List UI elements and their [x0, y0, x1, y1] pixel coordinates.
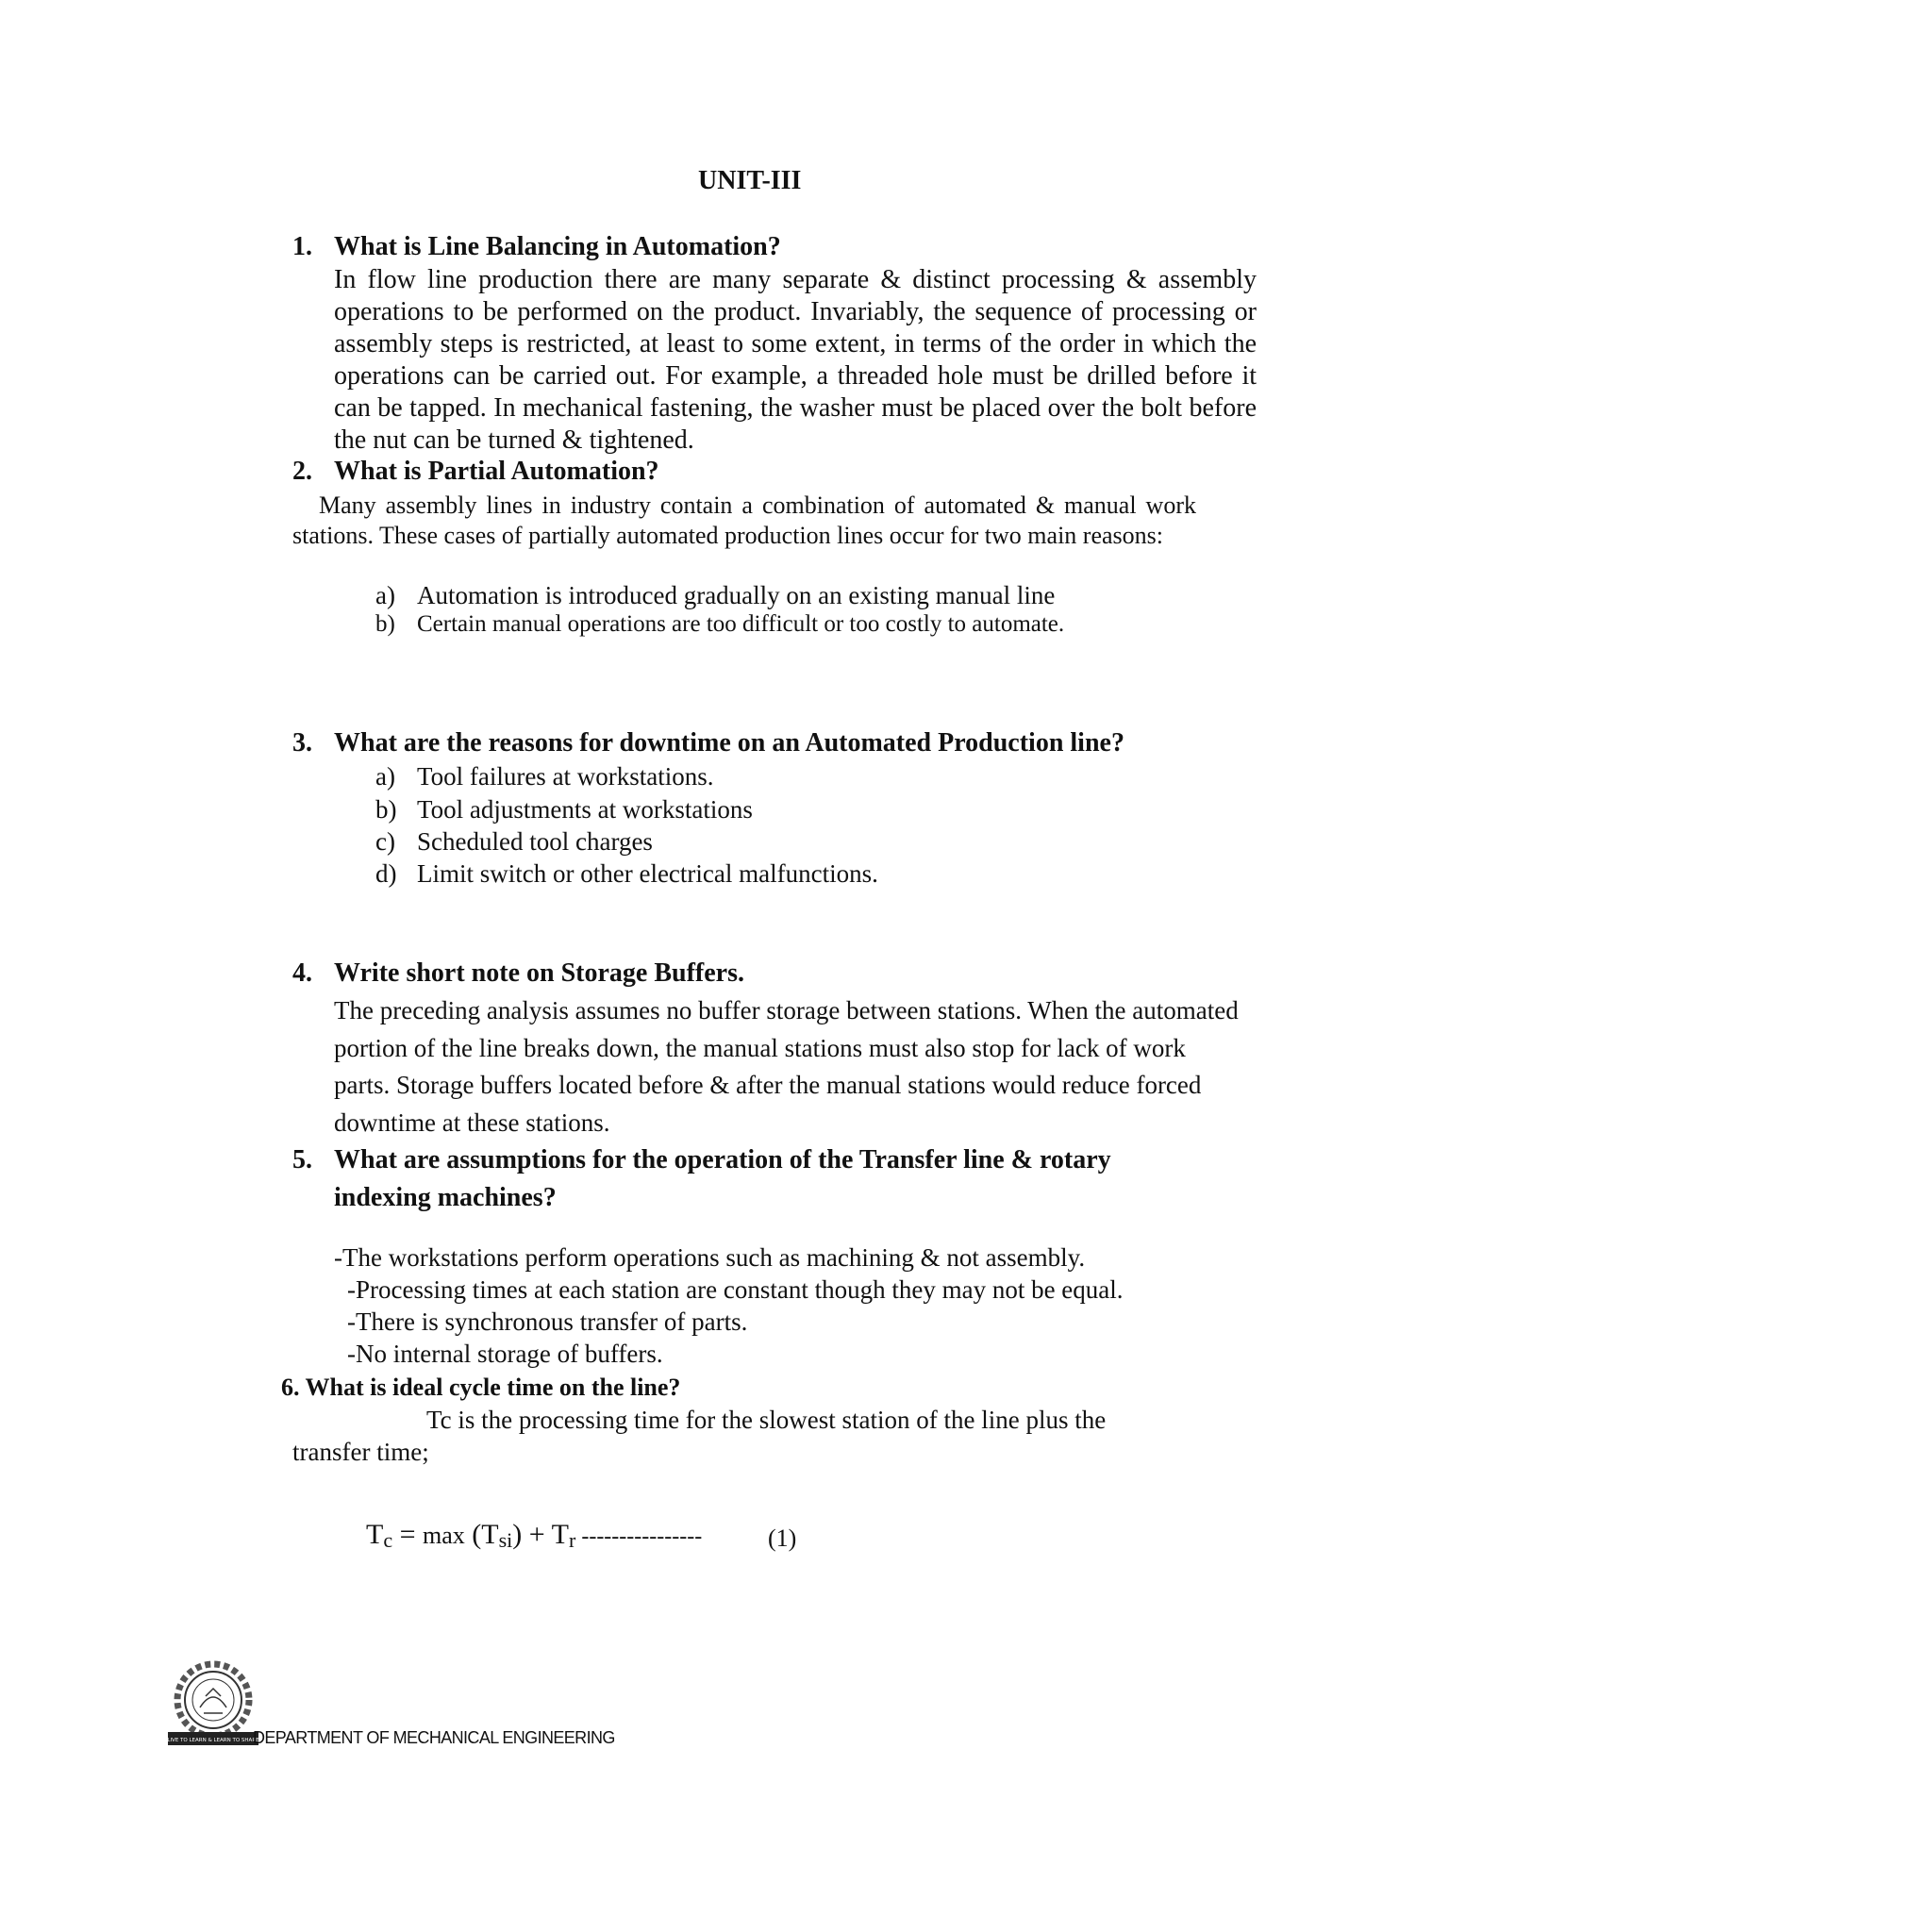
answer-6-line1: Tc is the processing time for the slowest station of the line plus the: [426, 1406, 1107, 1434]
formula-term: (T: [464, 1519, 499, 1550]
list-item: -Processing times at each station are constant though they may not be equal.: [347, 1275, 1124, 1304]
list-text: Limit switch or other electrical malfunctions.: [417, 859, 878, 888]
question-number: 2.: [292, 457, 312, 486]
question-text: What is Partial Automation?: [334, 457, 659, 486]
answer-1-paragraph: In flow line production there are many separate & distinct processing & assembly operations to be performed on the product. Invariably, the sequence of processing or assembly steps is restricted, at least to some extent, in terms of the order in which the operations can be carried out. For example, a threaded hole must be drilled before it can be tapped. In mechanical fastening, the washer must be placed over the bolt before the nut can be turned & tightened.: [334, 265, 1257, 455]
list-marker: a): [375, 762, 395, 791]
question-text: What are the reasons for downtime on an Automated Production line?: [334, 728, 1124, 758]
list-marker: b): [375, 795, 397, 824]
question-6-heading: 6. What is ideal cycle time on the line?: [281, 1374, 681, 1401]
question-5-heading-line2: indexing machines?: [334, 1183, 557, 1212]
department-footer: DEPARTMENT OF MECHANICAL ENGINEERING: [253, 1728, 615, 1747]
list-marker: b): [375, 611, 395, 637]
list-text: Tool failures at workstations.: [417, 762, 714, 791]
list-text: Tool adjustments at workstations: [417, 795, 753, 824]
list-text: Scheduled tool charges: [417, 827, 653, 856]
formula-dashes: ----------------: [575, 1524, 703, 1549]
formula-subscript: si: [498, 1528, 513, 1552]
list-item: -There is synchronous transfer of parts.: [347, 1307, 748, 1336]
list-marker: c): [375, 827, 395, 856]
list-item: -The workstations perform operations such as machining & not assembly.: [334, 1243, 1086, 1272]
question-number: 5.: [292, 1145, 312, 1174]
list-text: Certain manual operations are too difficult or too costly to automate.: [417, 611, 1065, 637]
formula-term: ) + T: [512, 1519, 569, 1550]
cycle-time-formula: [366, 1519, 702, 1553]
formula-max: max: [423, 1522, 465, 1549]
formula-subscript: r: [569, 1528, 576, 1552]
question-text: What are assumptions for the operation of the Transfer line & rotary: [334, 1145, 1111, 1174]
answer-4-paragraph: The preceding analysis assumes no buffer storage between stations. When the automated portion of the line breaks down, the manual stations must also stop for lack of work parts. Storage buffers located before & after the manual stations would reduce forced downtime at these stations.: [334, 996, 1239, 1137]
question-number: 3.: [292, 728, 312, 758]
formula-symbol: T: [366, 1519, 384, 1550]
svg-text:LIVE TO LEARN & LEARN TO SHARE: LIVE TO LEARN & LEARN TO SHARE: [168, 1738, 258, 1743]
answer-2-paragraph: Many assembly lines in industry contain a combination of automated & manual work stations. These cases of partially automated production lines occur for two main reasons:: [292, 491, 1196, 549]
answer-6-line2: transfer time;: [292, 1438, 429, 1466]
formula-operator: =: [392, 1519, 424, 1550]
question-number: 1.: [292, 232, 312, 261]
college-logo-icon: [168, 1658, 258, 1753]
unit-title: UNIT-III: [698, 166, 802, 195]
list-marker: a): [375, 581, 395, 609]
question-number: 4.: [292, 958, 312, 988]
list-item: -No internal storage of buffers.: [347, 1340, 663, 1368]
question-text: What is Line Balancing in Automation?: [334, 232, 781, 261]
formula-label: (1): [768, 1524, 797, 1552]
list-text: Automation is introduced gradually on an existing manual line: [417, 581, 1056, 609]
formula-subscript: c: [383, 1528, 393, 1552]
list-marker: d): [375, 859, 397, 888]
question-text: Write short note on Storage Buffers.: [334, 958, 744, 988]
